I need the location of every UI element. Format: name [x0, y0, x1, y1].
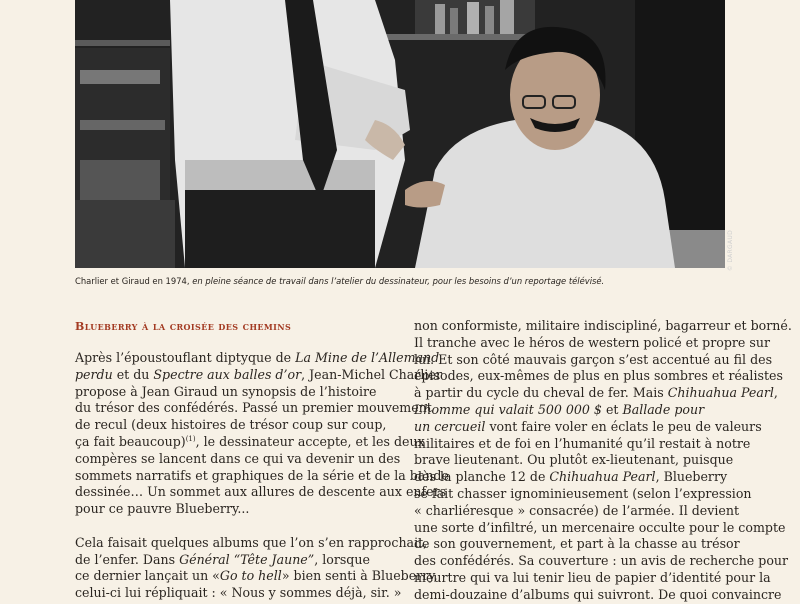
text-line: dès la planche 12 de Chihuahua Pearl, Blueberry: [414, 469, 728, 485]
text-line: propose à Jean Giraud un synopsis de l’histoire: [75, 383, 377, 399]
text-line: du trésor des confédérés. Passé un premier mouvement: [75, 400, 432, 416]
text-line: Cela faisait quelques albums que l’on s’en rapprochait,: [75, 534, 428, 550]
text-line: perdu et du Spectre aux balles d’or, Jean-Michel Charlier: [75, 366, 442, 382]
text-line: demi-douzaine d’albums qui suivront. De quoi convaincre: [414, 586, 782, 602]
text-line: une sorte d’infiltré, un mercenaire occulte pour le compte: [414, 519, 786, 535]
paragraph-2: [75, 534, 438, 602]
text-line: lui. Et son côté mauvais garçon s’est accentué au fil des: [414, 351, 773, 367]
photograph: [75, 0, 734, 272]
text-line: à partir du cycle du cheval de fer. Mais Chihuahua Pearl,: [414, 385, 778, 401]
text-line: dessinée… Un sommet aux allures de descente aux enfers: [75, 484, 447, 500]
text-line: ça fait beaucoup)$^{(1)}$, le dessinateur accepte, et les deux: [75, 433, 425, 449]
footnote-ref: (1): [185, 434, 196, 443]
text-line: « charliéresque » consacrée) de l’armée. Il devient: [414, 502, 740, 518]
photo-credit: © DARGAUD: [727, 230, 734, 272]
text-line: épisodes, eux-mêmes de plus en plus sombres et réalistes: [414, 368, 783, 384]
text-line: brave lieutenant. Ou plutôt ex-lieutenant, puisque: [414, 452, 734, 468]
text-line: Après l’époustouflant diptyque de La Mine de l’Allemand: [75, 350, 440, 365]
text-line: celui-ci lui répliquait : « Nous y sommes déjà, sir. »: [75, 585, 402, 601]
caption-text: en pleine séance de travail dans l’atelier du dessinateur, pour les besoins d’un reportage télévisé.: [189, 276, 605, 286]
text-line: de l’enfer. Dans Général “Tête Jaune”, lorsque: [75, 551, 370, 567]
text-line: non conformiste, militaire indiscipliné, bagarreur et borné.: [414, 318, 792, 333]
text-line: de recul (deux histoires de trésor coup sur coup,: [75, 417, 387, 433]
text-line: des confédérés. Sa couverture : un avis de recherche pour: [414, 553, 789, 569]
text-line: de son gouvernement, et part à la chasse au trésor: [414, 536, 740, 552]
photo-illustration: [75, 0, 725, 268]
article-right-column: [414, 318, 792, 604]
text-line: ce dernier lançait un «Go to hell» bien senti à Blueberry,: [75, 568, 438, 584]
text-line: pour ce pauvre Blueberry...: [75, 501, 250, 517]
text-line: L’homme qui valait 500 000 $ et Ballade pour: [414, 401, 705, 417]
text-line: compères se lancent dans ce qui va devenir un des: [75, 450, 401, 466]
text-line: sommets narratifs et graphiques de la série et de la bande: [75, 467, 449, 483]
text-line: meurtre qui va lui tenir lieu de papier d’identité pour la: [414, 569, 771, 585]
text-line: militaires et de foi en l’humanité qu’il restait à notre: [414, 435, 751, 451]
text-line: se fait chasser ignominieusement (selon l’expression: [414, 485, 752, 501]
caption-lead: Charlier et Giraud en 1974,: [75, 276, 190, 286]
paragraph-1: [75, 350, 449, 518]
photo-caption: [75, 276, 735, 286]
text-line: un cercueil vont faire voler en éclats le peu de valeurs: [414, 418, 762, 434]
text-line: Il tranche avec le héros de western policé et propre sur: [414, 334, 770, 350]
article-left-column: [75, 318, 449, 602]
section-heading: Blueberry à la croisée des chemins: [75, 320, 292, 333]
